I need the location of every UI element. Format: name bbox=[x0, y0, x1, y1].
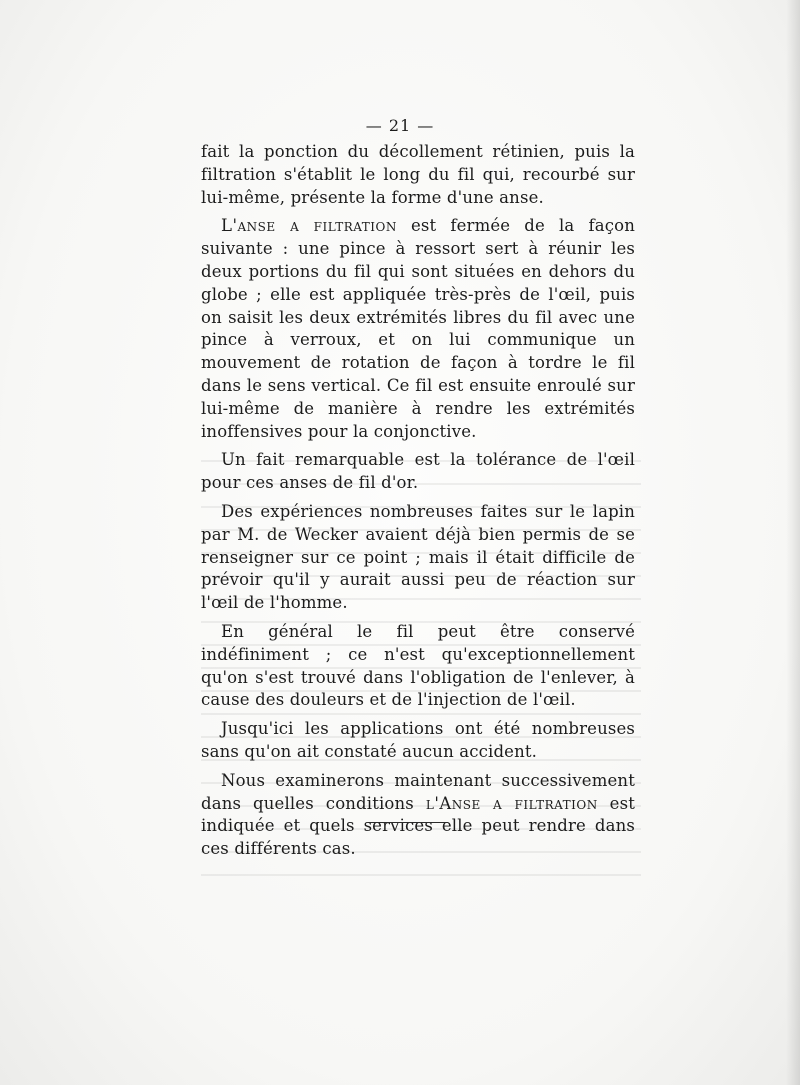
paragraph-3: Un fait remarquable est la tolérance de l'œil pour ces anses de fil d'or. bbox=[201, 450, 635, 493]
paragraph-6: Jusqu'ici les applications ont été nombreuses sans qu'on ait constaté aucun accident. bbox=[201, 719, 635, 761]
body-text bbox=[201, 141, 635, 867]
paragraph-2-text: est fermée de la façon suivante : une pince à ressort sert à réunir les deux portions du fil qui sont situées en dehors du globe ; elle est appliquée très-près de l'œil, puis on saisit les deux extrémités libres du fil avec une pince à verroux, et on lui communique un mouvement de rotation de façon à tordre le fil dans le sens vertical. Ce fil est ensuite enroulé sur lui-même de manière à rendre les extrémités inoffensives pour la conjonctive. bbox=[201, 216, 635, 441]
paragraph-7-text-before: Nous examinerons maintenant successivement dans quelles conditions bbox=[201, 770, 635, 813]
page-number: — 21 — bbox=[365, 116, 435, 135]
term-anse-a-filtration: L'anse a filtration bbox=[221, 216, 397, 236]
paragraph-4: Des expériences nombreuses faites sur le lapin par M. de Wecker avaient déjà bien permis de se renseigner sur ce point ; mais il était difficile de prévoir qu'il y aurait aussi peu de réaction sur l'œil de l'homme. bbox=[201, 501, 635, 613]
term-anse-a-filtration-2: l'Anse a filtration bbox=[425, 793, 598, 813]
paragraph-1: fait la ponction du décollement rétinien, puis la filtration s'établit le long du fil qui, recourbé sur lui-même, présente la forme d'une anse. bbox=[201, 142, 635, 207]
section-divider-rule bbox=[368, 822, 448, 823]
paragraph-7-text-after: est indiquée et quels services elle peut rendre dans ces différents cas. bbox=[201, 793, 635, 859]
paragraph-5: En général le fil peut être conservé indéfiniment ; ce n'est qu'exceptionnellement qu'on s'est trouvé dans l'obligation de l'enlever, à cause des douleurs et de l'injection de l'œil. bbox=[201, 621, 635, 710]
paragraph-7 bbox=[201, 770, 635, 861]
paragraph-2 bbox=[201, 215, 635, 443]
page-edge-shadow bbox=[786, 0, 800, 1085]
